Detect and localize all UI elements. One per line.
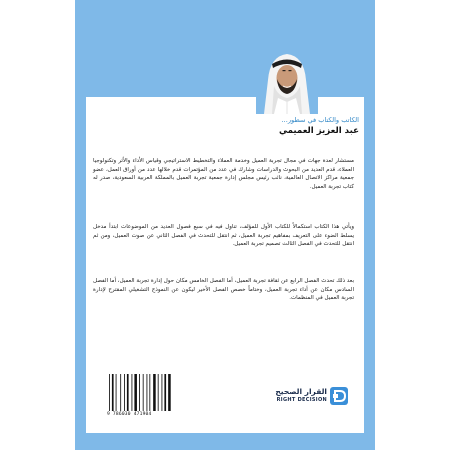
- barcode-bar: [147, 374, 148, 411]
- author-tagline: الكاتب والكتاب في سطور...: [281, 116, 359, 124]
- barcode-bar: [134, 374, 137, 411]
- barcode-bar: [120, 374, 121, 411]
- barcode-bar: [112, 374, 114, 411]
- author-photo: [256, 50, 318, 114]
- barcode-bar: [164, 374, 166, 411]
- barcode-bar: [116, 374, 117, 411]
- barcode-bar: [162, 374, 163, 411]
- barcode-bar: [139, 374, 140, 411]
- back-cover: [75, 0, 375, 450]
- barcode-bar: [132, 374, 133, 411]
- barcode-bar: [127, 374, 129, 411]
- barcode: [105, 372, 175, 420]
- publisher-name-arabic: القرار الصحيح: [275, 387, 327, 396]
- barcode-bar: [153, 374, 156, 411]
- barcode-bar: [124, 374, 125, 411]
- chapters-summary-paragraph: بعد ذلك تحدث الفصل الرابع عن ثقافة تجربة العميل، أما الفصل الخامس مكان حول إدارة تجربة العميل، أما الفصل السادس مكان عن أداء تجربة العميل، وختاماً خصص الفصل الأخير ليكون عن النموذج التشغيلي المقترح لإدارة تجربة العميل في المنظمات.: [93, 278, 354, 302]
- book-summary-paragraph: ويأتي هذا الكتاب استكمالاً للكتاب الأول للمؤلف، تناول فيه في سبع فصول العديد من الموضوعات ابتدأ مدخل يسلط الضوء على التعريف بمفاهيم تجربة العميل، ثم انتقل للتحدث في الفصل الثاني عن صوت العميل، ومن ثم انتقل للتحدث في الفصل الثالث تصميم تجربة العميل.: [93, 224, 354, 248]
- author-name: عبد العزيز العميمي: [278, 126, 359, 136]
- publisher-name-english: RIGHT DECISION: [276, 397, 327, 403]
- author-bio-paragraph: مستشار لعدة جهات في مجال تجربة العميل وخدمة العملاء والتخطيط الاستراتيجي وقياس الأداء والأثر وتكنولوجيا العملاء، قدم العديد من البحوث والدراسات وشارك في عدد من المؤتمرات قدم خلالها عدد من أوراق العمل، عضو جمعية مراكز الاتصال العالمية، نائب رئيس مجلس إدارة جمعية تجربة العميل بالمملكة العربية السعودية، صدر له كتاب تجربة العميل.: [93, 158, 354, 191]
- publisher-mark-icon: [330, 387, 348, 405]
- barcode-bar: [143, 374, 144, 411]
- publisher-logo: [257, 387, 349, 405]
- barcode-digits: 9 786030 471904: [107, 412, 152, 417]
- barcode-bar: [158, 374, 159, 411]
- barcode-bar: [168, 374, 171, 411]
- barcode-bar: [149, 374, 150, 411]
- barcode-bar: [109, 374, 110, 411]
- barcode-bars: [107, 374, 173, 411]
